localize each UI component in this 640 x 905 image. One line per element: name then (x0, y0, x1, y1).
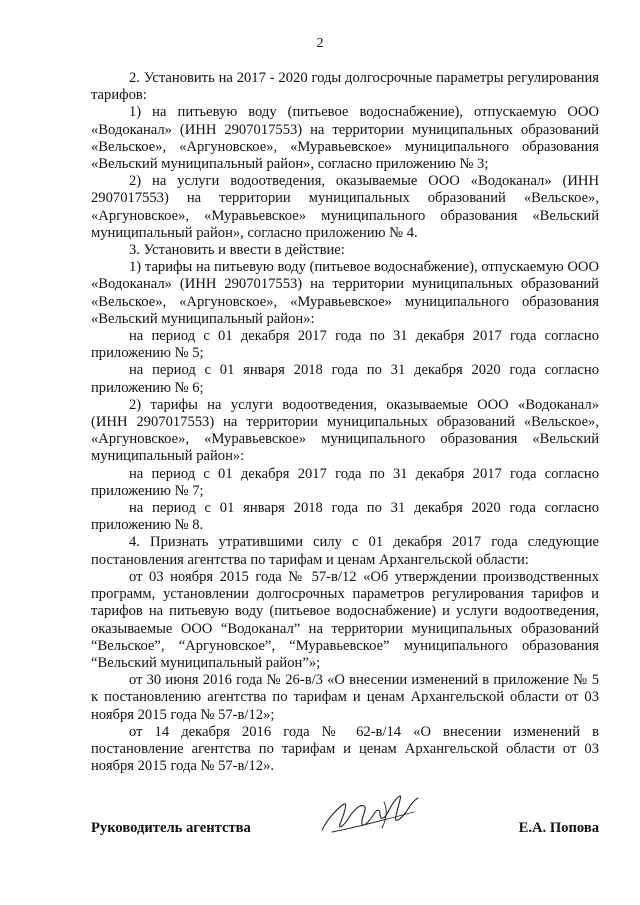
document-body (91, 70, 599, 775)
signatory-name: Е.А. Попова (518, 820, 599, 836)
paragraph-3-2: 2) тарифы на услуги водоотведения, оказываемые ООО «Водоканал» (ИНН 2907017553) на территории муниципальных образований «Вельское», «Аргуновское», «Муравьевское» муниципального образования «Вельский муниципальный район»: (91, 396, 599, 465)
signatory-title: Руководитель агентства (91, 820, 251, 836)
paragraph-3-2-period-a: на период с 01 декабря 2017 года по 31 декабря 2017 года согласно приложению № 7; (91, 465, 599, 499)
paragraph-4: 4. Признать утратившими силу с 01 декабря 2017 года следующие постановления агентства по тарифам и ценам Архангельской области: (91, 534, 599, 568)
paragraph-4-item-3: от 14 декабря 2016 года № 62-в/14 «О внесении изменений в постановление агентства по тарифам и ценам Архангельской области от 03 ноября 2015 года № 57-в/12». (91, 723, 599, 775)
page-number: 2 (316, 36, 324, 51)
paragraph-3-1: 1) тарифы на питьевую воду (питьевое водоснабжение), отпускаемую ООО «Водоканал» (ИНН 2907017553) на территории муниципальных образований «Вельское», «Аргуновское», «Муравьевское» муниципального образования «Вельский муниципальный район»: (91, 259, 599, 327)
paragraph-4-item-1: от 03 ноября 2015 года № 57-в/12 «Об утверждении производственных программ, установлении долгосрочных параметров регулирования тарифов и тарифов на питьевую воду (питьевое водоснабжение) и услуги водоотведения, оказываемые ООО “Водоканал” на территории муниципальных образований “Вельское”, “Аргуновское”, “Муравьевское” муниципального образования “Вельский муниципальный район”»; (91, 568, 599, 671)
paragraph-2-2: 2) на услуги водоотведения, оказываемые ООО «Водоканал» (ИНН 2907017553) на территории муниципальных образований «Вельское», «Аргуновское», «Муравьевское» муниципального образования «Вельский муниципальный район», согласно приложению № 4. (91, 173, 599, 241)
signature-block (91, 820, 599, 844)
paragraph-3-1-period-a: на период с 01 декабря 2017 года по 31 декабря 2017 года согласно приложению № 5; (91, 328, 599, 362)
paragraph-3-1-period-b: на период с 01 января 2018 года по 31 декабря 2020 года согласно приложению № 6; (91, 362, 599, 396)
handwritten-signature (314, 790, 434, 842)
paragraph-2: 2. Установить на 2017 - 2020 годы долгосрочные параметры регулирования тарифов: (91, 70, 599, 104)
paragraph-3-2-period-b: на период с 01 января 2018 года по 31 декабря 2020 года согласно приложению № 8. (91, 500, 599, 534)
paragraph-3: 3. Установить и ввести в действие: (129, 242, 345, 259)
paragraph-2-1: 1) на питьевую воду (питьевое водоснабжение), отпускаемую ООО «Водоканал» (ИНН 2907017553) на территории муниципальных образований «Вельское», «Аргуновское», «Муравьевское» муниципального образования «Вельский муниципальный район», согласно приложению № 3; (91, 104, 599, 173)
paragraph-4-item-2: от 30 июня 2016 года № 26-в/3 «О внесении изменений в приложение № 5 к постановлению агентства по тарифам и ценам Архангельской области от 03 ноября 2015 года № 57-в/12»; (91, 672, 599, 723)
